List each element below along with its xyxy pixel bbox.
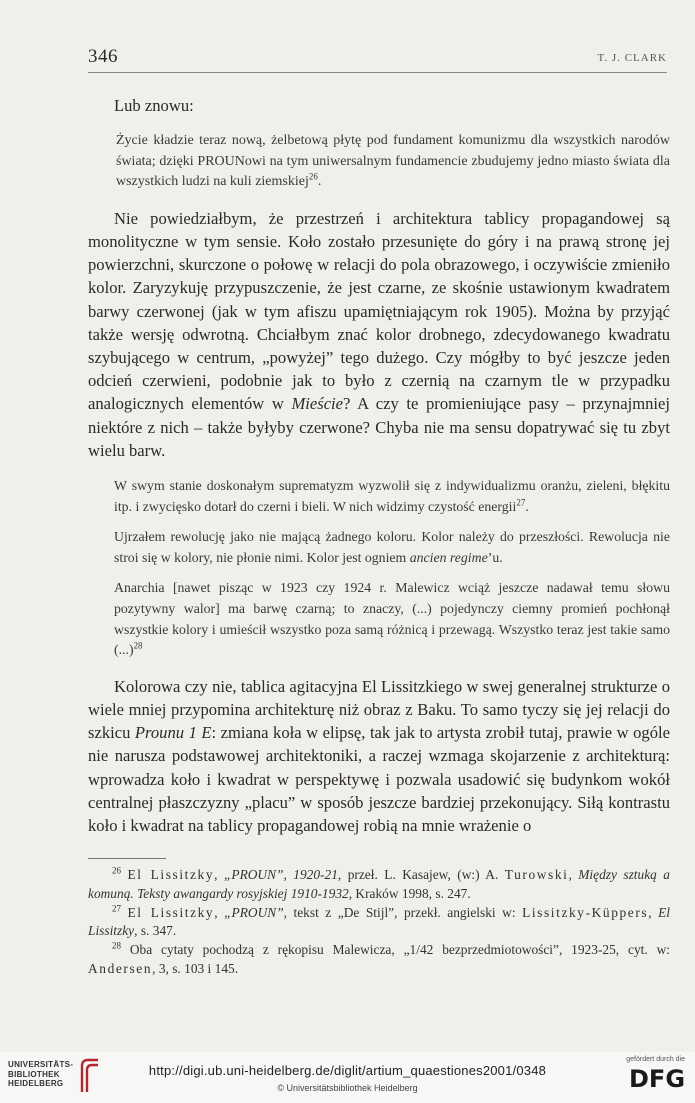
quote-2: W swym stanie doskonałym suprematyzm wyzwolił się z indywidualizmu oranżu, zieleni, błękitu itp. i zwycięsko dotarł do czerni i bieli. W nich widzimy czystość energii$^{27}$.: [114, 477, 670, 514]
footnote-27: $^{27}$ El Lissitzky, „PROUN”, tekst z „De Stijl”, przekł. angielski w: Lissitzky-Küppers, El Lissitzky, s. 347.: [88, 903, 670, 939]
footnote-28: $^{28}$ Oba cytaty pochodzą z rękopisu Malewicza, „1/42 bezprzedmiotowości”, 1923-25, cyt. w: Andersen, 3, s. 103 i 145.: [88, 940, 670, 976]
page-header: [88, 46, 667, 76]
footnote-ref-28[interactable]: 28: [133, 640, 143, 651]
library-name: UNIVERSITÄTS- BIBLIOTHEK HEIDELBERG: [8, 1060, 74, 1088]
main-text: [88, 94, 670, 837]
quote-1: Życie kładzie teraz nową, żelbetową płytę pod fundament komunizmu dla wszystkich narodów świata; dzięki PROUNowi na tym uniwersalnym fundamencie zbudujemy jedno miasto świata dla wszystkich ludzi na kuli ziemskiej$^{26}$.: [116, 133, 670, 190]
paragraph-2: Kolorowa czy nie, tablica agitacyjna El Lissitzkiego w swej generalnej strukturze o wiele mniej przypomina architekturę niż obraz z Baku. To samo tyczy się jej relacji do szkicu Prounu 1 E: zmiana koła w elipsę, tak jak to artysta zrobił tutaj, prawie w ogóle nie narusza podstawowej architektoniki, a raczej wzmaga skojarzenie z architekturą: wprowadza koło i kwadrat w perspektywę i pozwala usadowić się budynkom wokół centralnej płaszczyzny „placu” w sposób jeszcze bardziej przekonujący. Siłą kontrastu koło i kwadrat na tablicy propagandowej robią na mnie wrażenie o: [88, 676, 670, 835]
digitization-footer: [0, 1052, 695, 1103]
quote-3: Ujrzałem rewolucję jako nie mającą żadnego koloru. Kolor należy do przeszłości. Rewolucja nie stroi się w kolory, nie płonie nimi. Kolor jest ogniem ancien regime’u.: [114, 529, 670, 565]
intro-line: Lub znowu:: [114, 96, 194, 115]
source-url-link[interactable]: http://digi.ub.uni-heidelberg.de/diglit/artium_quaestiones2001/0348: [148, 1063, 547, 1078]
svg-text:DFG: DFG: [629, 1065, 685, 1090]
footnote-ref-26[interactable]: 26: [308, 171, 318, 182]
footnotes: [88, 866, 670, 979]
footnote-rule: [88, 858, 166, 859]
page-number: 346: [88, 46, 118, 67]
quote-4: Anarchia [nawet pisząc w 1923 czy 1924 r. Malewicz wciąż jeszcze nadawał temu słowu pozytywny walor] ma barwę czarną; to znaczy, (...) pojedynczy ciemny promień pochłonął wszystkie kolory i umieścił wszystko poza samą różnicą i przewagą. Wszystko teraz jest takie samo (...)$^{28}$: [114, 580, 670, 658]
header-rule: [88, 72, 667, 73]
footnote-ref-27[interactable]: 27: [516, 496, 526, 507]
running-head: T. J. CLARK: [597, 52, 667, 64]
footnote-26: $^{26}$ El Lissitzky, „PROUN”, 1920-21, przeł. L. Kasajew, (w:) A. Turowski, Między sztuką a komuną. Teksty awangardy rosyjskiej 1910-1932, Kraków 1998, s. 247.: [88, 865, 670, 901]
dfg-logo-icon: [629, 1064, 685, 1090]
copyright: © Universitätsbibliothek Heidelberg: [277, 1083, 418, 1093]
paragraph-1: Nie powiedziałbym, że przestrzeń i architektura tablicy propagandowej są monolityczne w tym sensie. Koło zostało przesunięte do góry i na prawą stronę jej powierzchni, skurczone o połowę w relacji do pola obrazowego, i oczywiście zmieniło kolor. Zaryzykuję przypuszczenie, że jest czarne, ze skośnie ustawionym kwadratem barwy czerwonej (jak w tym afiszu upamiętniającym rok 1905). Można by przyjąć także wersję odwrotną. Chciałbym znać kolor drobnego, zdecydowanego kwadratu szybującego w centrum, „powyżej” tego dużego. Czy mógłby to być jeszcze jeden odcień czerwieni, podobnie jak to było z czernią na czarnym tle w przypadku analogicznych elementów w Mieście? A czy te promieniujące pasy – przynajmniej niektóre z nich – także byłyby czerwone? Chyba nie ma sensu dopatrywać się tu zbyt wielu barw.: [88, 208, 670, 460]
title-miescie: Mieście: [291, 394, 344, 414]
funding-note: gefördert durch die: [626, 1056, 685, 1063]
